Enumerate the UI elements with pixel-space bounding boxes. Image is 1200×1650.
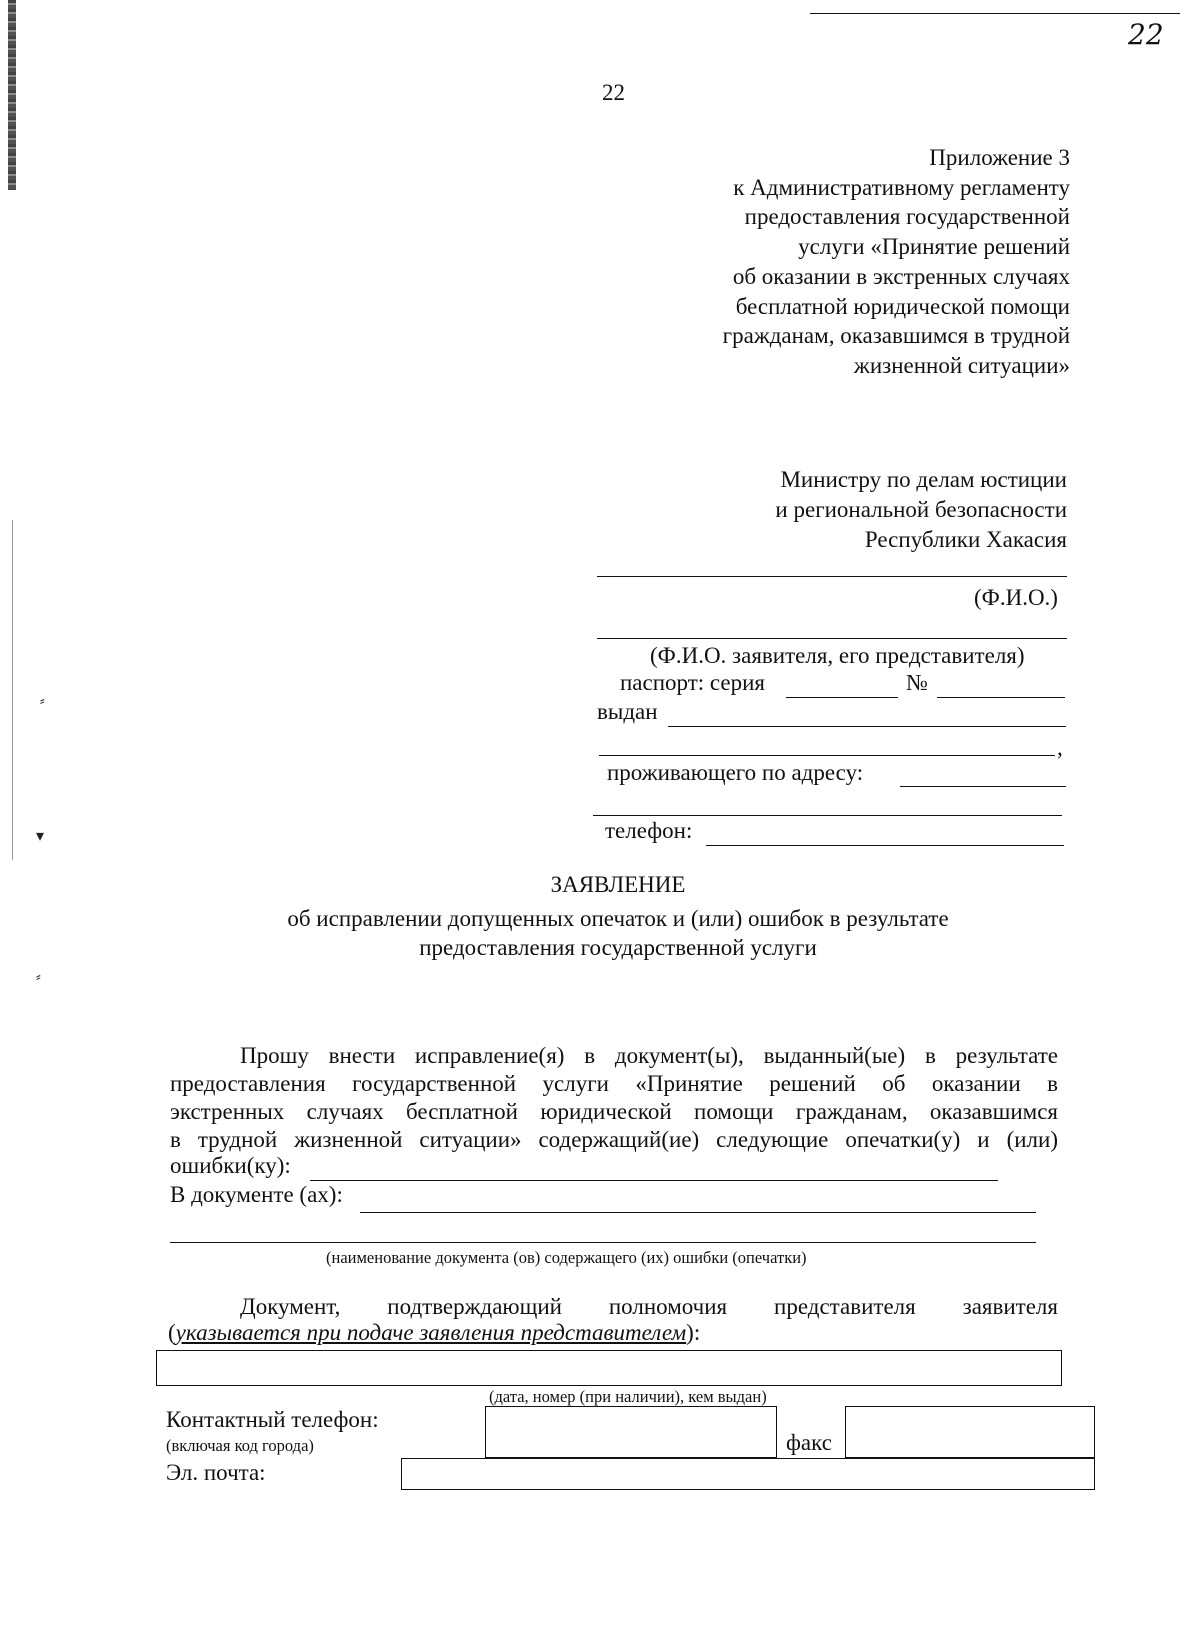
applicant-fio-line[interactable] (597, 638, 1067, 639)
minister-fio-line[interactable] (597, 576, 1067, 577)
document-label: В документе (ах): (170, 1182, 343, 1207)
phone-field[interactable] (706, 845, 1064, 846)
appendix-line: Приложение 3 (929, 145, 1070, 170)
fax-label: факс (786, 1430, 832, 1455)
issued-field-continued[interactable] (599, 755, 1055, 756)
scan-edge-artifact (8, 0, 16, 190)
fio-hint: (Ф.И.О.) (974, 585, 1058, 610)
appendix-line: предоставления государственной (744, 204, 1070, 230)
appendix-line: бесплатной юридической помощи (735, 293, 1070, 319)
scan-speck: ▾ (36, 826, 45, 845)
phone-label: телефон: (605, 818, 693, 843)
request-paragraph-line: экстренных случаях бесплатной юридической помощи гражданам, оказавшимся (170, 1099, 1058, 1124)
request-paragraph-line: Прошу внести исправление(я) в документ(ы), выданный(ые) в результате (240, 1043, 1058, 1068)
rep-open-paren: ( (168, 1320, 176, 1345)
appendix-line: гражданам, оказавшимся в трудной (722, 323, 1070, 349)
contact-phone-field[interactable] (485, 1406, 777, 1458)
fax-field[interactable] (845, 1406, 1095, 1458)
addressee-line: и региональной безопасности (775, 497, 1067, 522)
document-field-hint: (наименование документа (ов) содержащего (их) ошибки (опечатки) (326, 1248, 807, 1267)
representative-doc-field[interactable] (156, 1350, 1062, 1386)
representative-doc-label: Документ, подтверждающий полномочия представителя заявителя (240, 1294, 1058, 1319)
passport-number-field[interactable] (937, 697, 1065, 698)
contact-phone-label: Контактный телефон: (166, 1407, 379, 1432)
scan-speck: ⸗ (40, 693, 45, 709)
scan-speck: ⸗ (36, 969, 41, 985)
contact-phone-hint: (включая код города) (166, 1436, 314, 1455)
addressee-line: Министру по делам юстиции (780, 467, 1067, 492)
rep-close-paren: ): (686, 1320, 701, 1345)
representative-doc-note (168, 1320, 700, 1346)
issued-comma: , (1057, 735, 1063, 760)
document-subtitle-line-2: предоставления государственной услуги (419, 935, 817, 960)
document-field[interactable] (360, 1212, 1036, 1213)
email-label: Эл. почта: (166, 1460, 266, 1485)
email-field[interactable] (401, 1458, 1095, 1490)
passport-number-sign: № (906, 670, 928, 695)
errors-field[interactable] (310, 1180, 998, 1181)
applicant-fio-hint: (Ф.И.О. заявителя, его представителя) (650, 643, 1025, 668)
scan-edge-line (12, 520, 13, 860)
representative-doc-note-italic: указывается при подаче заявления представителем (175, 1320, 687, 1345)
address-field[interactable] (900, 786, 1066, 787)
handwritten-page-number: 22 (1128, 18, 1164, 51)
document-field-continued[interactable] (170, 1242, 1036, 1243)
appendix-line: услуги «Принятие решений (798, 234, 1070, 260)
request-paragraph-line: предоставления государственной услуги «Принятие решений об оказании в (170, 1071, 1058, 1096)
document-title: ЗАЯВЛЕНИЕ (550, 872, 686, 897)
issued-label: выдан (597, 699, 658, 724)
appendix-line: об оказании в экстренных случаях (732, 263, 1070, 289)
addressee-line: Республики Хакасия (864, 527, 1067, 552)
addressee-block (775, 465, 1067, 555)
appendix-block (723, 143, 1070, 381)
header-rule (810, 13, 1180, 14)
representative-doc-hint: (дата, номер (при наличии), кем выдан) (489, 1387, 767, 1406)
page-number: 22 (602, 80, 625, 105)
issued-field[interactable] (668, 726, 1066, 727)
request-paragraph-line: в трудной жизненной ситуации» содержащий(ие) следующие опечатки(у) и (или) (170, 1127, 1058, 1152)
document-subtitle-line-1: об исправлении допущенных опечаток и (или) ошибок в результате (287, 906, 949, 931)
appendix-line: жизненной ситуации» (853, 352, 1070, 378)
passport-series-field[interactable] (786, 697, 898, 698)
address-field-continued[interactable] (593, 815, 1062, 816)
errors-label: ошибки(ку): (170, 1153, 291, 1178)
address-label: проживающего по адресу: (607, 760, 864, 785)
appendix-line: к Административному регламенту (733, 174, 1070, 200)
passport-series-label: паспорт: серия (620, 670, 766, 695)
